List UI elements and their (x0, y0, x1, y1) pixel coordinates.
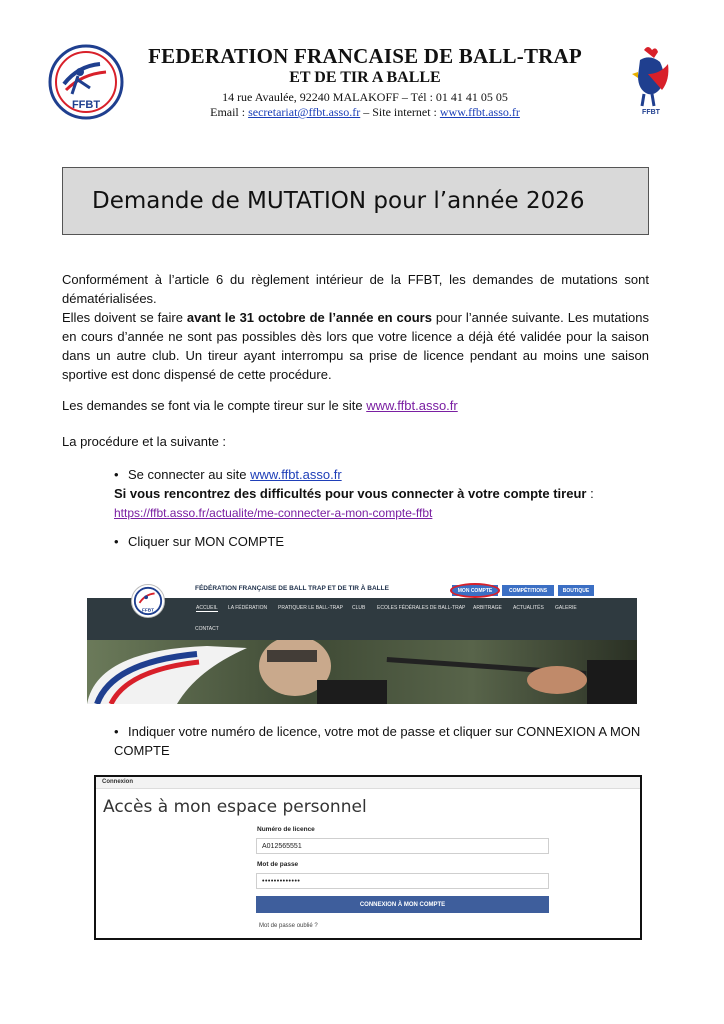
nav-galerie[interactable]: GALERIE (555, 605, 577, 611)
site-nav (87, 598, 637, 640)
federation-address: 14 rue Avaulée, 92240 MALAKOFF – Tél : 01 41 41 05 05 (222, 90, 508, 104)
website-screenshot (87, 580, 637, 704)
license-input[interactable]: A012565551 (256, 838, 549, 854)
connexion-button[interactable]: CONNEXION À MON COMPTE (256, 896, 549, 913)
nav-accueil[interactable]: ACCUEIL (196, 605, 218, 611)
site-logo (131, 584, 165, 618)
mon-compte-button[interactable]: MON COMPTE (452, 585, 498, 596)
help-url-link[interactable]: https://ffbt.asso.fr/actualite/me-connecter-a-mon-compte-ffbt (114, 506, 433, 520)
login-heading: Accès à mon espace personnel (103, 797, 367, 817)
bullet-icon: • (114, 534, 119, 549)
federation-title: FEDERATION FRANCAISE DE BALL-TRAP (148, 44, 582, 68)
document-title-box (62, 167, 649, 235)
step-my-account: • Cliquer sur MON COMPTE (114, 534, 285, 549)
nav-contact[interactable]: CONTACT (195, 626, 219, 632)
website-link[interactable]: www.ffbt.asso.fr (439, 105, 520, 119)
letterhead (130, 44, 600, 120)
ffbt-logo (48, 44, 124, 120)
login-screenshot (94, 775, 642, 940)
help-text: Si vous rencontrez des difficultés pour vous connecter à votre compte tireur (114, 486, 587, 501)
deadline-text: avant le 31 octobre de l’année en cours (186, 310, 432, 325)
nav-ecoles[interactable]: ECOLES FÉDÉRALES DE BALL-TRAP (377, 605, 466, 611)
contact-line: Email : secretariat@ffbt.asso.fr – Site internet : www.ffbt.asso.fr (210, 105, 520, 119)
nav-federation[interactable]: LA FÉDÉRATION (228, 605, 268, 611)
step-connect: • Se connecter au site www.ffbt.asso.fr Si vous rencontrez des difficultés pour vous connecter à votre compte tireur : https://ffbt.asso.fr/actualite/me-connecter-a-mon-compte-ffbt (114, 467, 594, 520)
competitions-button[interactable]: COMPÉTITIONS (502, 585, 554, 596)
login-bar: Connexion (96, 777, 640, 789)
bullet-icon: • (114, 724, 119, 739)
shooter-photo (87, 640, 637, 704)
forgot-password-link[interactable]: Mot de passe oublié ? (259, 923, 318, 929)
paragraph-intro: Conformément à l’article 6 du règlement intérieur de la FFBT, les demandes de mutations sont dématérialisées. (62, 272, 649, 306)
nav-club[interactable]: CLUB (352, 605, 366, 611)
nav-arbitrage[interactable]: ARBITRAGE (473, 605, 502, 611)
site-federation-name: FÉDÉRATION FRANÇAISE DE BALL TRAP ET DE TIR À BALLE (195, 585, 389, 592)
password-label: Mot de passe (257, 861, 299, 868)
password-input[interactable]: ••••••••••••• (256, 873, 549, 889)
email-link[interactable]: secretariat@ffbt.asso.fr (248, 105, 361, 119)
svg-text:FFBT: FFBT (642, 109, 660, 116)
svg-text:FFBT: FFBT (71, 99, 101, 111)
svg-text:FFBT: FFBT (142, 607, 154, 613)
nav-actualites[interactable]: ACTUALITÉS (513, 605, 544, 611)
paragraph-site: Les demandes se font via le compte tireur sur le site www.ffbt.asso.fr (62, 398, 458, 413)
bullet-icon: • (114, 467, 119, 482)
step-site-link[interactable]: www.ffbt.asso.fr (250, 467, 342, 482)
federation-subtitle: ET DE TIR A BALLE (289, 69, 441, 86)
site-link[interactable]: www.ffbt.asso.fr (366, 398, 458, 413)
nav-pratiquer[interactable]: PRATIQUER LE BALL-TRAP (278, 605, 343, 611)
document-title: Demande de MUTATION pour l’année 2026 (92, 188, 585, 214)
paragraph-deadline: Elles doivent se faire avant le 31 octobre de l’année en cours pour l’année suivante. Les mutations en cours d’année ne sont pas possibles dès lors que votre licence a déjà été validée pour la saison dans un autre club. Un tireur ayant interrompu sa prise de licence pendant au moins une saison sportive est donc dispensé de cette procédure. (62, 310, 649, 382)
highlight-circle (450, 583, 500, 598)
step-login: • Indiquer votre numéro de licence, votre mot de passe et cliquer sur CONNEXION A MON COMPTE (114, 724, 641, 758)
paragraph-procedure: La procédure et la suivante : (62, 434, 227, 449)
license-label: Numéro de licence (257, 826, 315, 833)
rooster-logo (626, 44, 676, 116)
boutique-button[interactable]: BOUTIQUE (558, 585, 594, 596)
